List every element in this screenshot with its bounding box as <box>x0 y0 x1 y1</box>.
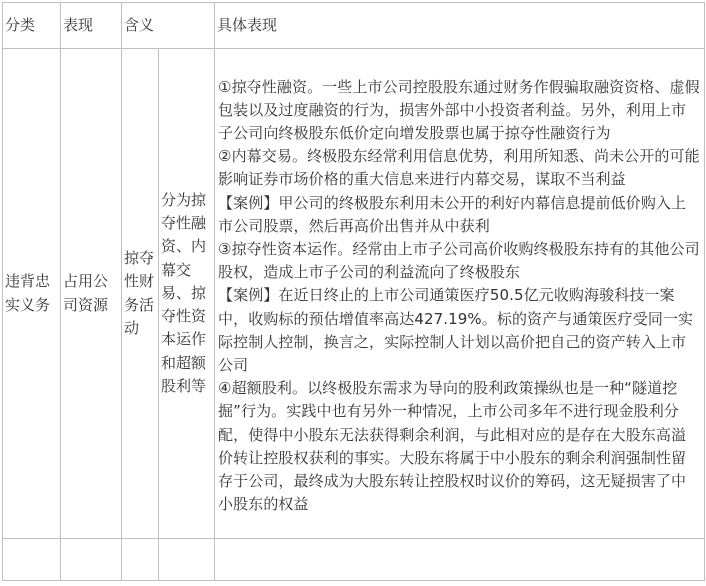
empty-cell <box>3 539 61 581</box>
table-row <box>3 49 705 539</box>
empty-cell <box>122 539 159 581</box>
empty-cell <box>215 539 705 581</box>
detail-paragraph: 【案例】甲公司的终极股东利用未公开的利好内幕信息提前低价购入上市公司股票，然后再高价出售并从中获利 <box>218 193 687 235</box>
empty-cell <box>159 539 215 581</box>
cell-manifestation: 占用公司资源 <box>61 49 122 539</box>
detail-paragraph: ④超额股利。以终极股东需求为导向的股利政策操纵也是一种“隧道挖掘”行为。实践中也有另外一种情况，上市公司多年不进行现金股利分配，使得中小股东无法获得剩余利润，与此相对应的是存在大股东高溢价转让控股权获利的事实。大股东将属于中小股东的剩余利润强制性留存于公司，最终成为大股东转让控股权时议价的筹码，这无疑损害了中小股东的权益 <box>218 379 687 514</box>
detail-paragraph: 【案例】在近日终止的上市公司通策医疗50.5亿元收购海骏科技一案中，收购标的预估增值率高达427.19%。标的资产与通策医疗受同一实际控制人控制，换言之，实际控制人计划以高价把自己的资产转入上市公司 <box>218 286 694 374</box>
detail-paragraph: ③掠夺性资本运作。经常由上市子公司高价收购终极股东持有的其他公司股权，造成上市子公司的利益流向了终极股东 <box>218 239 700 282</box>
cell-meaning-sub: 分为掠夺性融资、内幕交易、掠夺性资本运作和超额股利等 <box>159 49 215 539</box>
governance-table <box>2 2 705 581</box>
header-category: 分类 <box>3 3 61 49</box>
header-manifestation: 表现 <box>61 3 122 49</box>
cell-category: 违背忠实义务 <box>3 49 61 539</box>
detail-paragraph: ②内幕交易。终极股东经常利用信息优势，利用所知悉、尚未公开的可能影响证券市场价格的重大信息来进行内幕交易，谋取不当利益 <box>218 147 700 189</box>
detail-paragraph: ①掠夺性融资。一些上市公司控股股东通过财务作假骗取融资资格、虚假包装以及过度融资的行为，损害外部中小投资者利益。另外，利用上市子公司向终极股东低价定向增发股票也属于掠夺性融资行为 <box>218 77 700 142</box>
empty-row <box>3 539 705 581</box>
header-meaning: 含义 <box>122 3 215 49</box>
empty-cell <box>61 539 122 581</box>
cell-meaning-main: 掠夺性财务活动 <box>122 49 159 539</box>
header-detail: 具体表现 <box>215 3 705 49</box>
cell-detail <box>215 49 705 539</box>
table-header-row <box>3 3 705 49</box>
